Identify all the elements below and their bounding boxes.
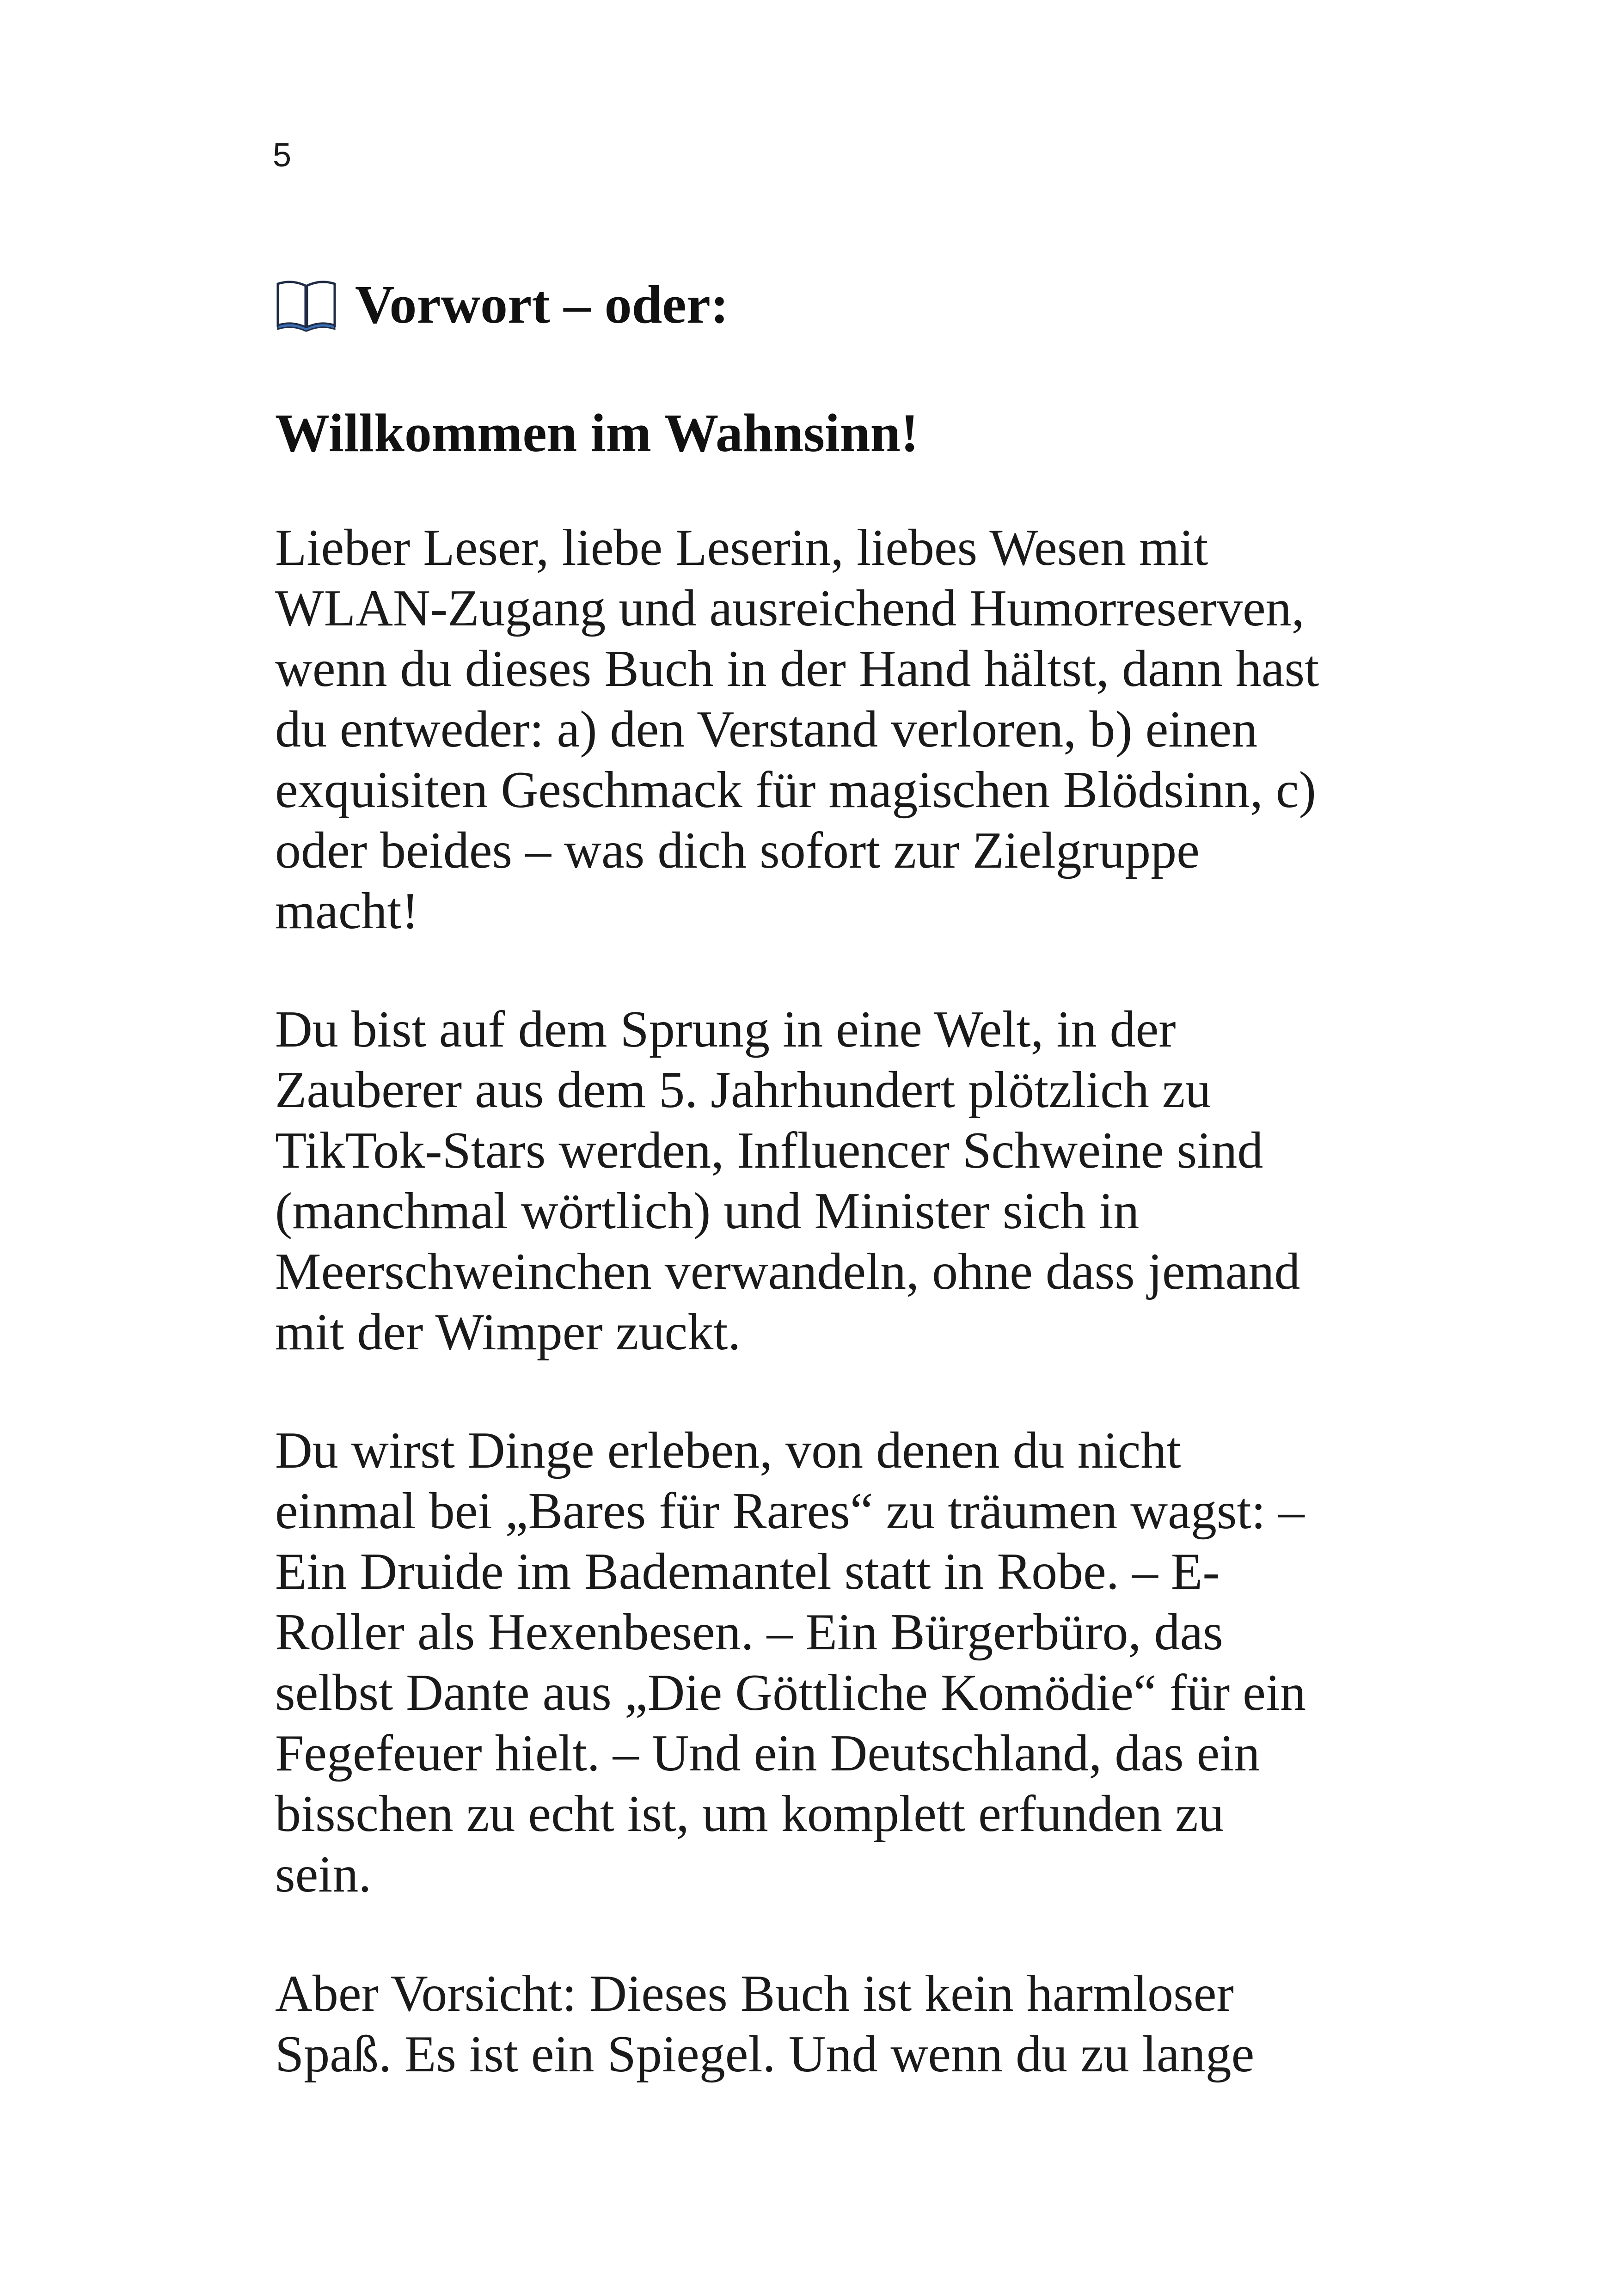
text-line: selbst Dante aus „Die Göttliche Komödie“ für ein	[275, 1664, 1306, 1721]
text-line: Zauberer aus dem 5. Jahrhundert plötzlich zu	[275, 1061, 1211, 1119]
text-line: Aber Vorsicht: Dieses Buch ist kein harmloser	[275, 1965, 1234, 2022]
text-line: mit der Wimper zuckt.	[275, 1304, 741, 1361]
chapter-heading-text: Vorwort – oder:	[355, 274, 729, 335]
paragraph-2	[275, 999, 1440, 1363]
open-book-icon	[275, 277, 337, 332]
text-line: Ein Druide im Bademantel statt in Robe. – E-	[275, 1543, 1220, 1600]
text-line: sein.	[275, 1846, 372, 1903]
paragraph-4	[275, 1964, 1440, 2085]
text-line: Spaß. Es ist ein Spiegel. Und wenn du zu lange	[275, 2026, 1255, 2083]
page-number: 5	[273, 137, 292, 174]
text-line: macht!	[275, 882, 419, 940]
text-line: Du wirst Dinge erleben, von denen du nicht	[275, 1422, 1181, 1479]
text-line: Meerschweinchen verwandeln, ohne dass jemand	[275, 1243, 1300, 1300]
chapter-subtitle: Willkommen im Wahnsinn!	[275, 403, 919, 463]
text-line: Du bist auf dem Sprung in eine Welt, in der	[275, 1001, 1176, 1058]
text-line: bisschen zu echt ist, um komplett erfunden zu	[275, 1785, 1224, 1843]
text-line: oder beides – was dich sofort zur Zielgruppe	[275, 822, 1200, 879]
text-line: du entweder: a) den Verstand verloren, b) einen	[275, 701, 1258, 758]
text-line: Lieber Leser, liebe Leserin, liebes Wesen mit	[275, 519, 1208, 576]
text-line: Roller als Hexenbesen. – Ein Bürgerbüro, das	[275, 1604, 1223, 1661]
paragraph-1	[275, 518, 1440, 942]
chapter-heading	[275, 274, 729, 335]
text-line: exquisiten Geschmack für magischen Blödsinn, c)	[275, 761, 1316, 819]
text-line: (manchmal wörtlich) und Minister sich in	[275, 1182, 1140, 1240]
paragraph-3	[275, 1420, 1440, 1905]
text-line: WLAN-Zugang und ausreichend Humorreserven,	[275, 580, 1305, 637]
text-line: wenn du dieses Buch in der Hand hältst, dann hast	[275, 640, 1319, 698]
text-line: einmal bei „Bares für Rares“ zu träumen wagst: –	[275, 1482, 1305, 1540]
text-line: TikTok-Stars werden, Influencer Schweine sind	[275, 1122, 1263, 1179]
text-line: Fegefeuer hielt. – Und ein Deutschland, das ein	[275, 1725, 1260, 1782]
